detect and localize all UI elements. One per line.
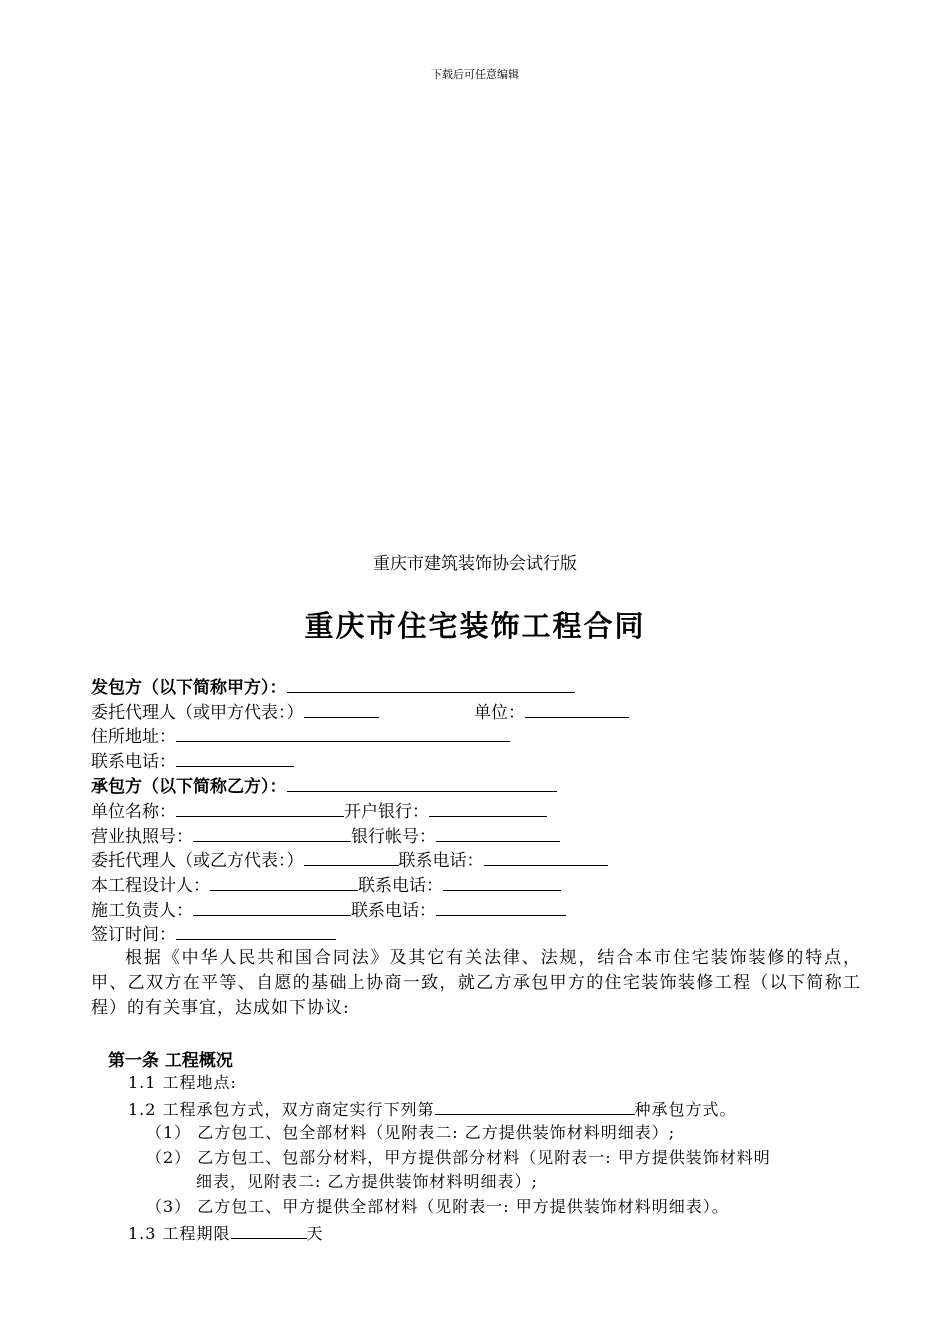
party-b-blank bbox=[287, 773, 557, 792]
item-1-1: 1.1 工程地点: bbox=[128, 1073, 237, 1092]
designer-blank bbox=[210, 872, 358, 891]
option-3: （3） 乙方包工、甲方提供全部材料（见附表一: 甲方提供装饰材料明细表）。 bbox=[146, 1197, 729, 1216]
item-1-2-blank bbox=[435, 1096, 635, 1115]
manager-row bbox=[91, 897, 566, 921]
party-a-blank bbox=[287, 674, 575, 693]
option-1: （1） 乙方包工、包全部材料（见附表二: 乙方提供装饰材料明细表）; bbox=[146, 1123, 676, 1142]
party-a-address-blank bbox=[176, 723, 510, 742]
party-a-phone-label: 联系电话： bbox=[91, 752, 176, 772]
option-2-line-2: 细表，见附表二: 乙方提供装饰材料明细表）; bbox=[196, 1172, 538, 1191]
party-a-unit-label: 单位： bbox=[474, 703, 525, 723]
manager-label: 施工负责人： bbox=[91, 901, 193, 921]
party-b-agent-label: 委托代理人（或乙方代表：） bbox=[91, 851, 304, 871]
document-title: 重庆市住宅装饰工程合同 bbox=[304, 609, 646, 643]
party-b-license-row bbox=[91, 823, 560, 847]
party-a-label: 发包方（以下简称甲方）： bbox=[91, 678, 287, 698]
manager-blank bbox=[193, 897, 351, 916]
item-1-2-row bbox=[128, 1096, 737, 1122]
item-1-3-suffix: 天 bbox=[306, 1224, 324, 1243]
org-line: 重庆市建筑装饰协会试行版 bbox=[373, 554, 577, 574]
party-b-bank-label: 开户银行： bbox=[344, 802, 429, 822]
item-1-3-row bbox=[128, 1220, 324, 1246]
party-a-address-label: 住所地址： bbox=[91, 727, 176, 747]
party-a-phone-row bbox=[91, 748, 294, 772]
article-1-heading: 第一条 工程概况 bbox=[108, 1051, 233, 1071]
party-b-agent-blank bbox=[304, 847, 399, 866]
party-b-account-blank bbox=[436, 823, 560, 842]
option-2-line-1: （2） 乙方包工、包部分材料，甲方提供部分材料（见附表一: 甲方提供装饰材料明 bbox=[146, 1148, 771, 1167]
item-1-3-blank bbox=[231, 1220, 307, 1239]
item-1-3-prefix: 1.3 工程期限 bbox=[128, 1224, 231, 1243]
party-a-agent-row bbox=[91, 699, 379, 723]
sign-date-row bbox=[91, 921, 336, 945]
sign-date-label: 签订时间： bbox=[91, 925, 176, 945]
designer-label: 本工程设计人： bbox=[91, 876, 210, 896]
party-b-agent-phone-label: 联系电话： bbox=[398, 851, 484, 871]
designer-phone-label: 联系电话： bbox=[358, 876, 443, 896]
party-b-agent-phone-blank bbox=[484, 847, 608, 866]
preamble-paragraph: 根据《中华人民共和国合同法》及其它有关法律、法规，结合本市住宅装饰装修的特点，甲、乙双方在平等、自愿的基础上协商一致，就乙方承包甲方的住宅装饰装修工程（以下简称工程）的有关事宜，达成如下协议: bbox=[91, 948, 861, 1018]
party-a-row bbox=[91, 674, 575, 698]
party-b-account-label: 银行帐号： bbox=[351, 827, 436, 847]
party-a-unit-row bbox=[474, 699, 629, 723]
designer-row bbox=[91, 872, 561, 896]
party-b-license-blank bbox=[193, 823, 351, 842]
party-b-agent-row bbox=[91, 847, 608, 871]
designer-phone-blank bbox=[443, 872, 561, 891]
party-b-name-row bbox=[91, 798, 547, 822]
item-1-2-prefix: 1.2 工程承包方式，双方商定实行下列第 bbox=[128, 1100, 435, 1119]
party-b-label: 承包方（以下简称乙方）： bbox=[91, 777, 287, 797]
manager-phone-label: 联系电话： bbox=[351, 901, 436, 921]
party-b-bank-blank bbox=[429, 798, 547, 817]
party-b-license-label: 营业执照号： bbox=[91, 827, 193, 847]
party-a-phone-blank bbox=[176, 748, 294, 767]
party-b-name-label: 单位名称： bbox=[91, 802, 176, 822]
item-1-2-suffix: 种承包方式。 bbox=[634, 1100, 737, 1119]
sign-date-blank bbox=[176, 921, 336, 940]
party-a-agent-label: 委托代理人（或甲方代表：） bbox=[91, 703, 304, 723]
header-note: 下载后可任意编辑 bbox=[431, 68, 519, 81]
party-b-row bbox=[91, 773, 557, 797]
party-a-unit-blank bbox=[525, 699, 629, 718]
party-a-agent-blank bbox=[304, 699, 379, 718]
party-a-address-row bbox=[91, 723, 510, 747]
party-b-name-blank bbox=[176, 798, 344, 817]
manager-phone-blank bbox=[436, 897, 566, 916]
